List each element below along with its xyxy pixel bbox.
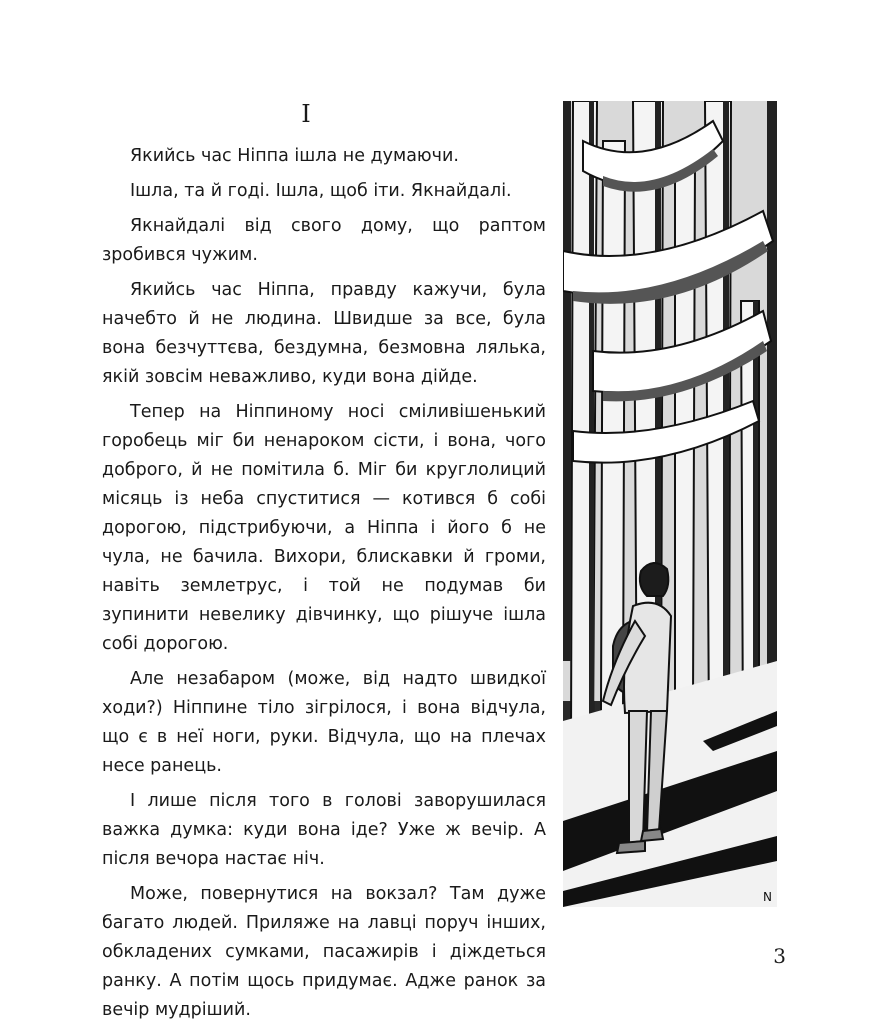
page-number: 3 — [773, 944, 786, 968]
paragraph: Якийсь час Ніппа, правду кажучи, була начебто й не людина. Швидше за все, була вона безчуттєва, бездумна, безмовна лялька, якій зовсім неважливо, куди вона дійде. — [102, 280, 546, 387]
illustrator-signature: N — [763, 890, 772, 904]
paragraph: Ішла, та й годі. Ішла, щоб іти. Якнайдалі. — [130, 181, 512, 201]
paragraph: Але незабаром (може, від надто швидкої ходи?) Ніппине тіло зігрілося, і вона відчула, що є в неї ноги, руки. Відчула, що на плечах несе ранець. — [102, 669, 546, 776]
chapter-number: I — [301, 100, 311, 128]
paragraph: Може, повернутися на вокзал? Там дуже багато людей. Приляже на лавці поруч інших, обкладених сумками, пасажирів і діждеться ранку. А потім щось придумає. Адже ранок за вечір мудріший. — [102, 884, 546, 1020]
paragraph: Якнайдалі від свого дому, що раптом зробився чужим. — [102, 216, 546, 265]
paragraph: Якийсь час Ніппа ішла не думаючи. — [130, 146, 459, 166]
forest-illustration — [563, 101, 777, 907]
paragraph: Тепер на Ніппиному носі сміливішенький горобець міг би ненароком сісти, і вона, чого доброго, й не помітила б. Міг би круглолиций місяць із неба спуститися — котився б собі дорогою, підстрибуючи, а Ніппа і його б не чула, не бачила. Вихори, блискавки й громи, навіть землетрус, і той не подумав би зупинити невелику дівчинку, що рішуче ішла собі дорогою. — [102, 402, 546, 654]
body-text — [102, 142, 546, 1031]
paragraph: І лише після того в голові заворушилася важка думка: куди вона іде? Уже ж вечір. А після вечора настає ніч. — [102, 791, 546, 869]
